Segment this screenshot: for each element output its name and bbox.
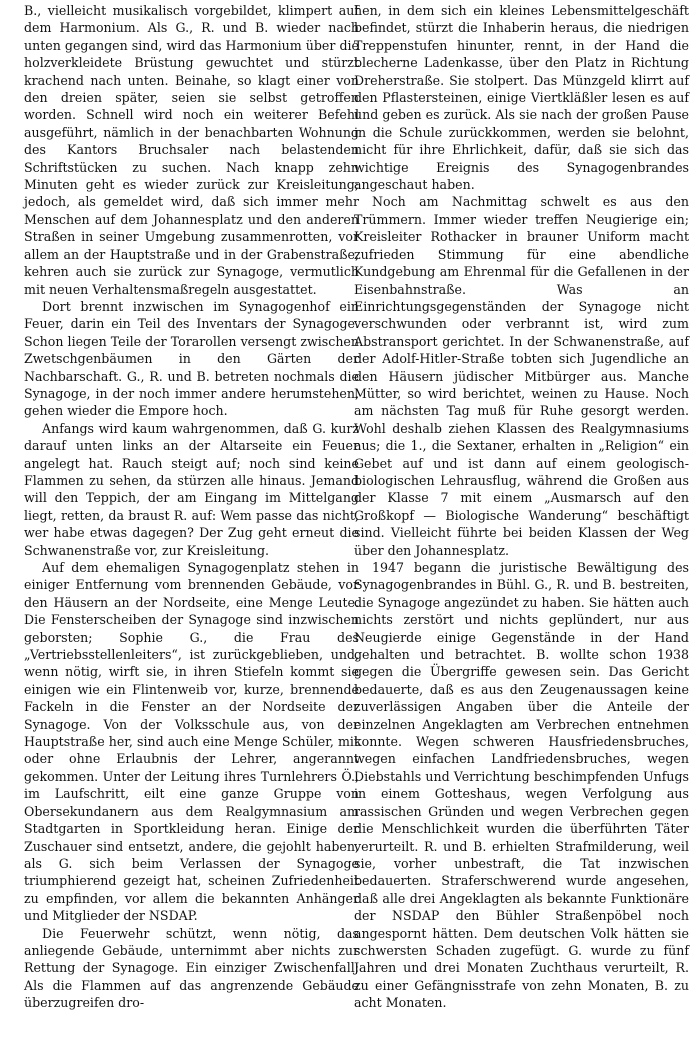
paragraph-afternoon-ruins: Noch am Nachmittag schwelt es aus den Trümmern. Immer wieder treffen Neugierige ein; Kreisleiter Rothacker in brauner Uniform macht zufrieden Stimmung für eine abendliche Kundgebung am Ehrenmal für die Gefallenen in der Eisenbahnstraße. Was an Einrichtungsgegenständen der Synagoge nicht verschwunden oder verbrannt ist, wird zum Abstransport gerichtet. In der Schwanenstraße, auf der Adolf-Hitler-Straße tobten sich Jugendliche an den Häusern jüdischer Mitbürger aus. Manche Mütter, so wird berichtet, weinen zu Hause. Noch am nächsten Tag muß für Ruhe gesorgt werden. Wohl deshalb ziehen Klassen des Realgymnasiums aus; die 1., die Sextaner, erhalten in „Religion“ ein Gebet auf und ist dann auf einem geologisch-biologischen Lehrausflug, während die Großen aus der Klasse 7 mit einem „Ausmarsch auf den Großkopf — Biologische Wanderung“ beschäftigt sind. Vielleicht führte bei beiden Klassen der Weg über den Johannesplatz. — [354, 194, 689, 558]
paragraph-fire-set: Anfangs wird kaum wahrgenommen, daß G. kurz darauf unten links an der Altarseite ein Feuer angelegt hat. Rauch steigt auf; noch sind keine Flammen zu sehen, da stürzen alle hinaus. Jemand will den Teppich, der am Eingang im Mittelgang liegt, retten, da braust R. auf: Wem passe das nicht, wer habe etwas dagegen? Der Zug geht erneut die Schwanenstraße vor, zur Kreisleitung. — [24, 420, 359, 558]
left-text-column — [24, 2, 359, 1012]
paragraph-fire-brigade: Die Feuerwehr schützt, wenn nötig, das anliegende Gebäude, unternimmt aber nichts zur Rettung der Synagoge. Ein einziger Zwischenfall: Als die Flammen auf das angrenzende Gebäude überzugreifen dro- — [24, 925, 359, 1011]
paragraph-synagogue-courtyard-fire: Dort brennt inzwischen im Synagogenhof ein Feuer, darin ein Teil des Inventars der Synagoge. Schon liegen Teile der Torarollen versengt zwischen Zwetschgenbäumen in den Gärten der Nachbarschaft. G., R. und B. betreten nochmals die Synagoge, in der noch immer andere herumstehen, gehen wieder die Empore hoch. — [24, 298, 359, 419]
paragraph-crowd-gathers: Auf dem ehemaligen Synagogenplatz stehen in einiger Entfernung vom brennenden Gebäude, vor den Häusern an der Nordseite, eine Menge Leute. Die Fensterscheiben der Synagoge sind inzwischen geborsten; Sophie G., die Frau des „Vertriebsstellenleiters“, ist zurückgeblieben, und, wenn nötig, wirft sie, in ihren Stiefeln kommt sie einigen wie ein Flintenweib vor, kurze, brennende Fackeln in die Fenster an der Nordseite der Synagoge. Von der Volksschule aus, von der Hauptstraße her, sind auch eine Menge Schüler, mit oder ohne Erlaubnis der Lehrer, angerannt gekommen. Unter der Leitung ihres Turnlehrers Ö., im Laufschritt, eilt eine ganze Gruppe von Obersekundanern aus dem Realgymnasium am Stadtgarten in Sportkleidung heran. Einige der Zuschauer sind entsetzt, andere, die gejohlt haben, als G. sich beim Verlassen der Synagoge triumphierend gezeigt hat, scheinen Zufriedenheit zu empfinden, vor allem die bekannten Anhänger und Mitglieder der NSDAP. — [24, 560, 359, 924]
paragraph-shop-owner: hen, in dem sich ein kleines Lebensmittelgeschäft befindet, stürzt die Inhaberin heraus, die niedrigen Treppenstufen hinunter, rennt, in der Hand die blecherne Ladenkasse, über den Platz in Richtung Dreherstraße. Sie stolpert. Das Münzgeld klirrt auf den Pflastersteinen, einige Viertkläßler lesen es auf und geben es zurück. Als sie nach der großen Pause in die Schule zurückkommen, werden sie belohnt, nicht für ihre Ehrlichkeit, dafür, daß sie sich das wichtige Ereignis des Synagogenbrandes angeschaut haben. — [354, 3, 689, 193]
paragraph-trial-1947: 1947 begann die juristische Bewältigung des Synagogenbrandes in Bühl. G., R. und B. bestreiten, die Synagoge angezündet zu haben. Sie hätten auch nichts zerstört und nichts geplündert, nur aus Neugierde einige Gegenstände in der Hand gehalten und betrachtet. B. wollte schon 1938 gegen die Übergriffe gewesen sein. Das Gericht bedauerte, daß es aus den Zeugenaussagen keine zuverlässigen Angaben über die Anteile der einzelnen Angeklagten am Verbrechen entnehmen konnte. Wegen schweren Hausfriedensbruches, wegen einfachen Landfriedensbruches, wegen Diebstahls und Verrichtung beschimpfenden Unfugs in einem Gotteshaus, wegen Verfolgung aus rassischen Gründen und wegen Verbrechen gegen die Menschlichkeit wurden die überführten Täter verurteilt. R. und B. erhielten Strafmilderung, weil sie, vorher unbestraft, die Tat inzwischen bedauerten. Straferschwerend wurde angesehen, daß alle drei Angeklagten als bekannte Funktionäre der NSDAP den Bühler Straßenpöbel noch angespornt hätten. Dem deutschen Volk hätten sie schwersten Schaden zugefügt. G. wurde zu fünf Jahren und drei Monaten Zuchthaus verurteilt, R. zu einer Gefängnisstrafe von zehn Monaten, B. zu acht Monaten. — [354, 560, 689, 1011]
paragraph-harmonium: B., vielleicht musikalisch vorgebildet, klimpert auf dem Harmonium. Als G., R. und B. wieder nach unten gegangen sind, wird das Harmonium über die holzverkleidete Brüstung gewuchtet und stürzt krachend nach unten. Beinahe, so klagt einer von den dreien später, seien sie selbst getroffen worden. Schnell wird noch ein weiterer Befehl ausgeführt, nämlich in der benachbarten Wohnung des Kantors Bruchsaler nach belastenden Schriftstücken zu suchen. Nach knapp zehn Minuten geht es wieder zurück zur Kreisleitung; jedoch, als gemeldet wird, daß sich immer mehr Menschen auf dem Johannesplatz und den anderen Straßen in seiner Umgebung zusammenrotten, vor allem an der Hauptstraße und in der Grabenstraße, kehren auch sie zurück zur Synagoge, vermutlich mit neuen Verhaltensmaßregeln ausgestattet. — [24, 3, 359, 297]
right-text-column — [354, 2, 689, 1012]
